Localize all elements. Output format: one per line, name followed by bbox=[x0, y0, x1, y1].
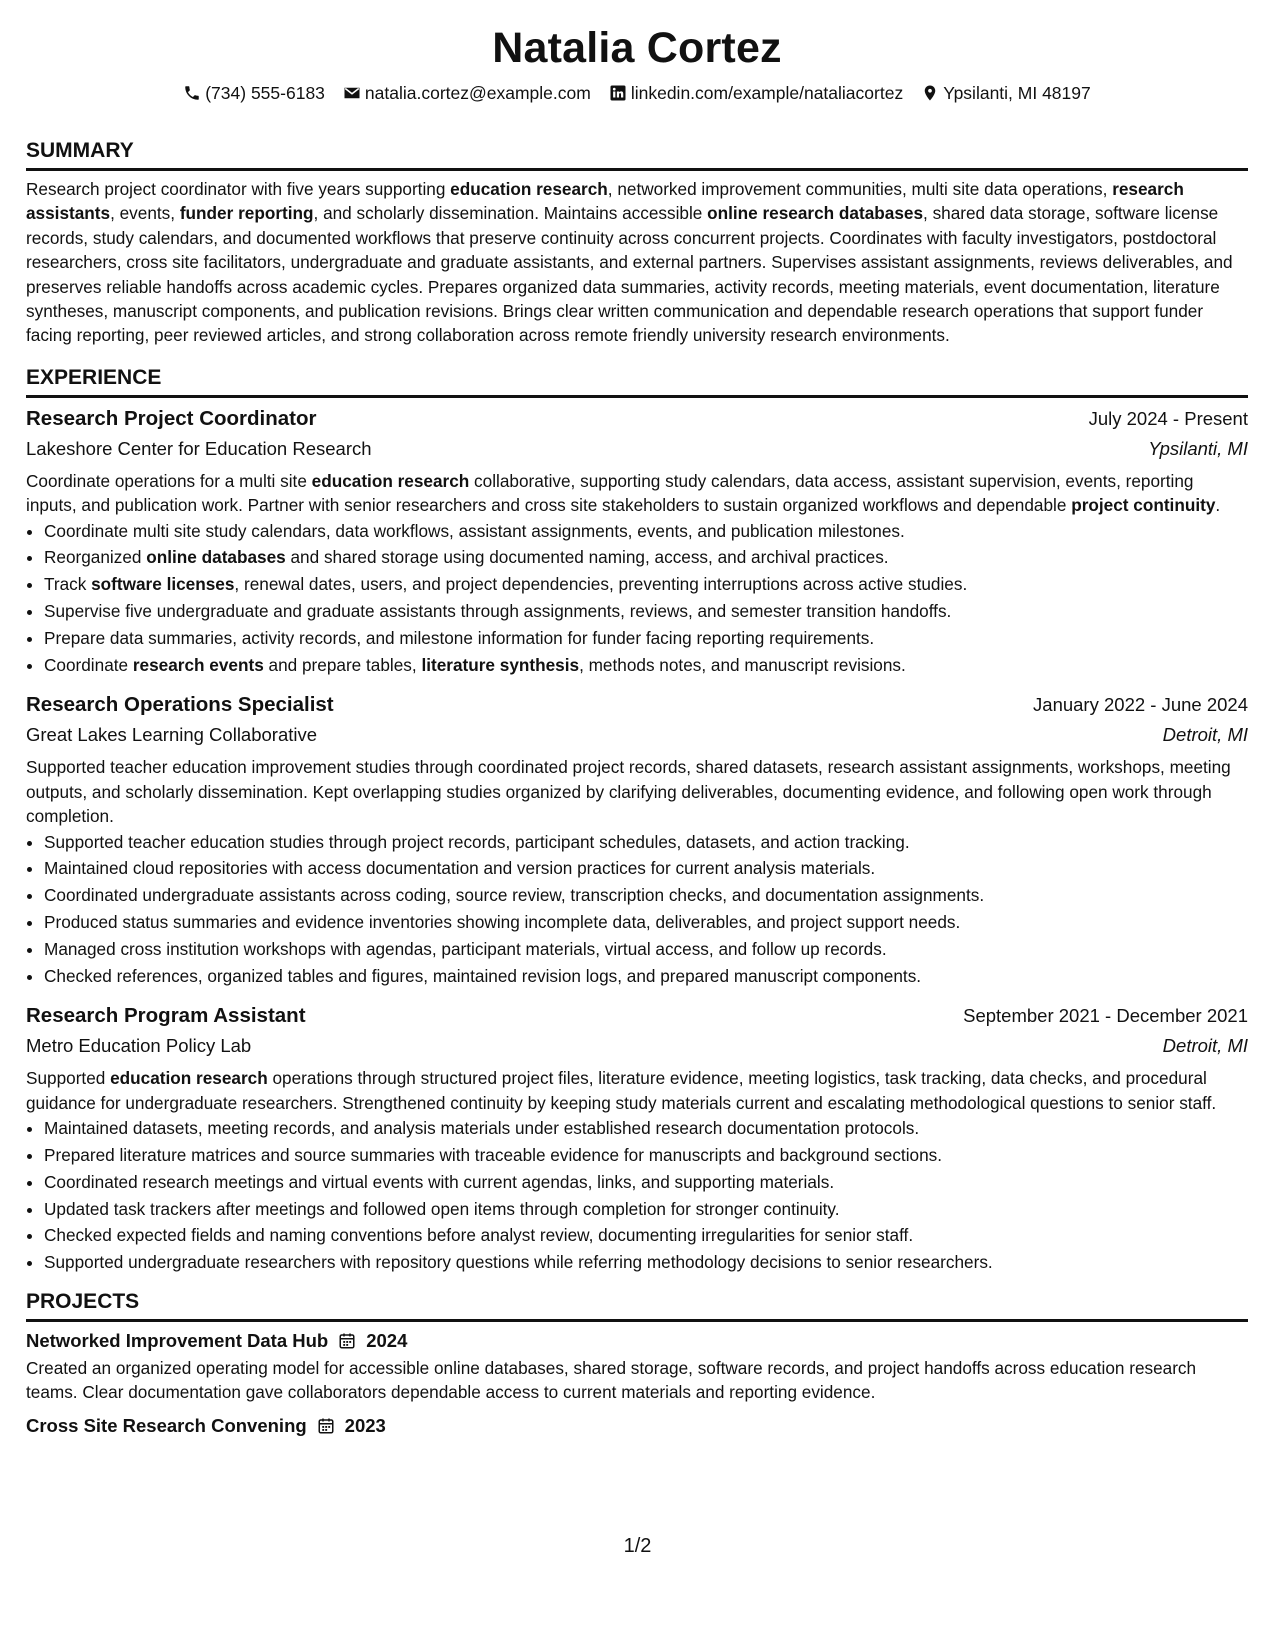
list-item bbox=[44, 882, 1248, 909]
contact-location bbox=[921, 83, 1091, 104]
job-organization: Great Lakes Learning Collaborative bbox=[26, 724, 318, 746]
text-segment: Coordinated undergraduate assistants across coding, source review, transcription checks, and documentation assignments. bbox=[44, 885, 985, 906]
text-segment: , methods notes, and manuscript revisions. bbox=[579, 654, 906, 675]
job-description bbox=[26, 1066, 1248, 1115]
emphasis-text: online research databases bbox=[707, 203, 924, 224]
list-item bbox=[44, 1115, 1248, 1142]
experience-section bbox=[26, 365, 1248, 1276]
job-subheader bbox=[26, 434, 1248, 464]
list-item bbox=[44, 1222, 1248, 1249]
text-segment: Coordinate operations for a multi site bbox=[26, 470, 312, 491]
list-item bbox=[44, 936, 1248, 963]
project-header bbox=[26, 1411, 1248, 1441]
job-title: Research Operations Specialist bbox=[26, 693, 334, 717]
project-year: 2024 bbox=[366, 1330, 408, 1352]
contact-phone bbox=[183, 83, 325, 104]
list-item bbox=[44, 963, 1248, 990]
section-title: SUMMARY bbox=[26, 138, 1248, 171]
location-text: Ypsilanti, MI 48197 bbox=[943, 82, 1091, 103]
calendar-icon bbox=[338, 1332, 356, 1350]
emphasis-text: research events bbox=[132, 654, 264, 675]
contact-email[interactable] bbox=[343, 83, 591, 104]
text-segment: and prepare tables, bbox=[263, 654, 422, 675]
list-item bbox=[44, 518, 1248, 545]
text-segment: and shared storage using documented naming, access, and archival practices. bbox=[285, 547, 889, 568]
section-title: EXPERIENCE bbox=[26, 365, 1248, 398]
text-segment: Checked references, organized tables and figures, maintained revision logs, and prepared manuscript components. bbox=[44, 965, 922, 986]
text-segment: collaborative, supporting study calendars, data access, assistant supervision, events, reporting inputs, and publication work. Partner with senior researchers and cross site stakeholders to sustain organized workflows and dependable bbox=[26, 470, 1194, 516]
text-segment: , networked improvement communities, multi site data operations, bbox=[607, 179, 1113, 199]
job-location: Detroit, MI bbox=[1162, 724, 1248, 746]
list-item bbox=[44, 829, 1248, 856]
job-bullet-list bbox=[26, 518, 1248, 679]
text-segment: Checked expected fields and naming conventions before analyst review, documenting irregularities for senior staff. bbox=[44, 1225, 914, 1246]
text-segment: Coordinate multi site study calendars, data workflows, assistant assignments, events, and publication milestones. bbox=[44, 520, 905, 541]
text-segment: , shared data storage, software license records, study calendars, and documented workflows that preserve continuity across concurrent projects. Coordinates with faculty investigators, postdoctoral researchers, cross site facilitators, undergraduate and graduate assistants, and external partners. Supervises assistant assignments, reviews deliverables, and preserves reliable handoffs across academic cycles. Prepares organized data summaries, activity records, meeting materials, event documentation, literature syntheses, manuscript components, and publication revisions. Brings clear written communication and dependable research operations that support funder facing reporting, peer reviewed articles, and strong collaboration across remote friendly university research environments. bbox=[26, 203, 1233, 346]
resume-page bbox=[26, 20, 1248, 1441]
project-list bbox=[26, 1326, 1248, 1441]
job-dates: January 2022 - June 2024 bbox=[1033, 694, 1248, 716]
summary-section bbox=[26, 138, 1248, 348]
text-segment: Supported teacher education improvement studies through coordinated project records, shared datasets, research assistant assignments, workshops, meeting outputs, and scholarly dissemination. Kept overlapping studies organized by clarifying deliverables, documenting evidence, and following open work through completion. bbox=[26, 757, 1231, 827]
job-description bbox=[26, 469, 1248, 518]
emphasis-text: software licenses bbox=[91, 574, 235, 595]
text-segment: Supported undergraduate researchers with repository questions while referring methodology decisions to senior researchers. bbox=[44, 1252, 993, 1273]
linkedin-icon bbox=[609, 84, 627, 102]
summary-text bbox=[26, 177, 1248, 348]
job-title: Research Project Coordinator bbox=[26, 406, 317, 430]
list-item bbox=[44, 1249, 1248, 1276]
list-item bbox=[44, 598, 1248, 625]
job-location: Ypsilanti, MI bbox=[1148, 437, 1248, 459]
emphasis-text: online databases bbox=[146, 547, 286, 568]
job-entry bbox=[26, 690, 1248, 989]
text-segment: Reorganized bbox=[44, 547, 147, 568]
list-item bbox=[44, 909, 1248, 936]
text-segment: Supported bbox=[26, 1068, 111, 1089]
text-segment: Updated task trackers after meetings and followed open items through completion for stronger continuity. bbox=[44, 1198, 840, 1219]
page-number: 1/2 bbox=[623, 1535, 652, 1557]
linkedin-text[interactable]: linkedin.com/example/nataliacortez bbox=[630, 82, 904, 103]
job-dates: September 2021 - December 2021 bbox=[963, 1005, 1248, 1027]
text-segment: Managed cross institution workshops with agendas, participant materials, virtual access, and follow up records. bbox=[44, 938, 887, 959]
text-segment: , and scholarly dissemination. Maintains accessible bbox=[313, 203, 708, 224]
text-segment: Produced status summaries and evidence inventories showing incomplete data, deliverables, and project support needs. bbox=[44, 912, 961, 933]
list-item bbox=[44, 625, 1248, 652]
emphasis-text: project continuity bbox=[1071, 495, 1216, 516]
emphasis-text: education research bbox=[110, 1068, 268, 1089]
job-entry bbox=[26, 404, 1248, 679]
text-segment: Track bbox=[44, 574, 92, 595]
emphasis-text: literature synthesis bbox=[421, 654, 580, 675]
job-subheader bbox=[26, 1031, 1248, 1061]
location-pin-icon bbox=[921, 84, 939, 102]
job-entry bbox=[26, 1001, 1248, 1276]
calendar-icon bbox=[317, 1417, 335, 1435]
job-header bbox=[26, 1001, 1248, 1031]
list-item bbox=[44, 1169, 1248, 1196]
project-name: Networked Improvement Data Hub bbox=[26, 1330, 329, 1352]
text-segment: operations through structured project files, literature evidence, meeting logistics, task tracking, data checks, and procedural guidance for undergraduate researchers. Strengthened continuity by keeping study materials current and escalating methodological questions to senior staff. bbox=[26, 1068, 1217, 1113]
candidate-name: Natalia Cortez bbox=[492, 24, 782, 72]
text-segment: Prepared literature matrices and source summaries with traceable evidence for manuscripts and background sections. bbox=[44, 1145, 943, 1166]
list-item bbox=[44, 855, 1248, 882]
text-segment: Supported teacher education studies through project records, participant schedules, datasets, and action tracking. bbox=[44, 831, 910, 852]
email-text[interactable]: natalia.cortez@example.com bbox=[364, 82, 591, 103]
job-list bbox=[26, 404, 1248, 1276]
job-organization: Metro Education Policy Lab bbox=[26, 1035, 252, 1057]
project-description: Created an organized operating model for accessible online databases, shared storage, software records, and project handoffs across education research teams. Clear documentation gave collaborators dependable access to current materials and reporting evidence. bbox=[26, 1358, 1197, 1403]
text-segment: Prepare data summaries, activity records, and milestone information for funder facing reporting requirements. bbox=[44, 627, 875, 648]
project-entry bbox=[26, 1411, 1248, 1441]
text-segment: Supervise five undergraduate and graduate assistants through assignments, reviews, and semester transition handoffs. bbox=[44, 601, 952, 622]
list-item bbox=[44, 652, 1248, 679]
emphasis-text: research assistants bbox=[26, 179, 1184, 224]
mail-icon bbox=[343, 84, 361, 102]
job-header bbox=[26, 404, 1248, 434]
emphasis-text: education research bbox=[311, 470, 470, 491]
text-segment: Coordinate bbox=[44, 654, 133, 675]
job-header bbox=[26, 690, 1248, 720]
project-entry bbox=[26, 1326, 1248, 1405]
project-year: 2023 bbox=[344, 1414, 386, 1436]
job-subheader bbox=[26, 720, 1248, 750]
list-item bbox=[44, 1196, 1248, 1223]
contact-bar bbox=[26, 78, 1248, 108]
list-item bbox=[44, 544, 1248, 571]
text-segment: Maintained cloud repositories with access documentation and version practices for current analysis materials. bbox=[44, 858, 876, 879]
project-header bbox=[26, 1326, 1248, 1356]
text-segment: Maintained datasets, meeting records, and analysis materials under established research documentation protocols. bbox=[44, 1118, 920, 1139]
text-segment: , events, bbox=[110, 203, 180, 224]
phone-text: (734) 555-6183 bbox=[205, 82, 325, 103]
job-bullet-list bbox=[26, 1115, 1248, 1276]
text-segment: Coordinated research meetings and virtual events with current agendas, links, and supporting materials. bbox=[44, 1171, 835, 1192]
list-item bbox=[44, 571, 1248, 598]
text-segment: , renewal dates, users, and project dependencies, preventing interruptions across active studies. bbox=[234, 574, 968, 595]
text-segment: . bbox=[1215, 495, 1221, 516]
text-segment: Research project coordinator with five years supporting bbox=[26, 179, 451, 199]
job-organization: Lakeshore Center for Education Research bbox=[26, 437, 372, 459]
list-item bbox=[44, 1142, 1248, 1169]
projects-section bbox=[26, 1289, 1248, 1441]
section-title: PROJECTS bbox=[26, 1289, 1248, 1322]
job-description bbox=[26, 755, 1248, 828]
emphasis-text: education research bbox=[450, 179, 608, 199]
project-name: Cross Site Research Convening bbox=[26, 1414, 307, 1436]
contact-linkedin[interactable] bbox=[609, 83, 903, 104]
phone-icon bbox=[183, 84, 201, 102]
job-location: Detroit, MI bbox=[1162, 1035, 1248, 1057]
emphasis-text: funder reporting bbox=[179, 203, 314, 224]
job-bullet-list bbox=[26, 829, 1248, 990]
job-title: Research Program Assistant bbox=[26, 1004, 306, 1028]
job-dates: July 2024 - Present bbox=[1088, 407, 1248, 429]
